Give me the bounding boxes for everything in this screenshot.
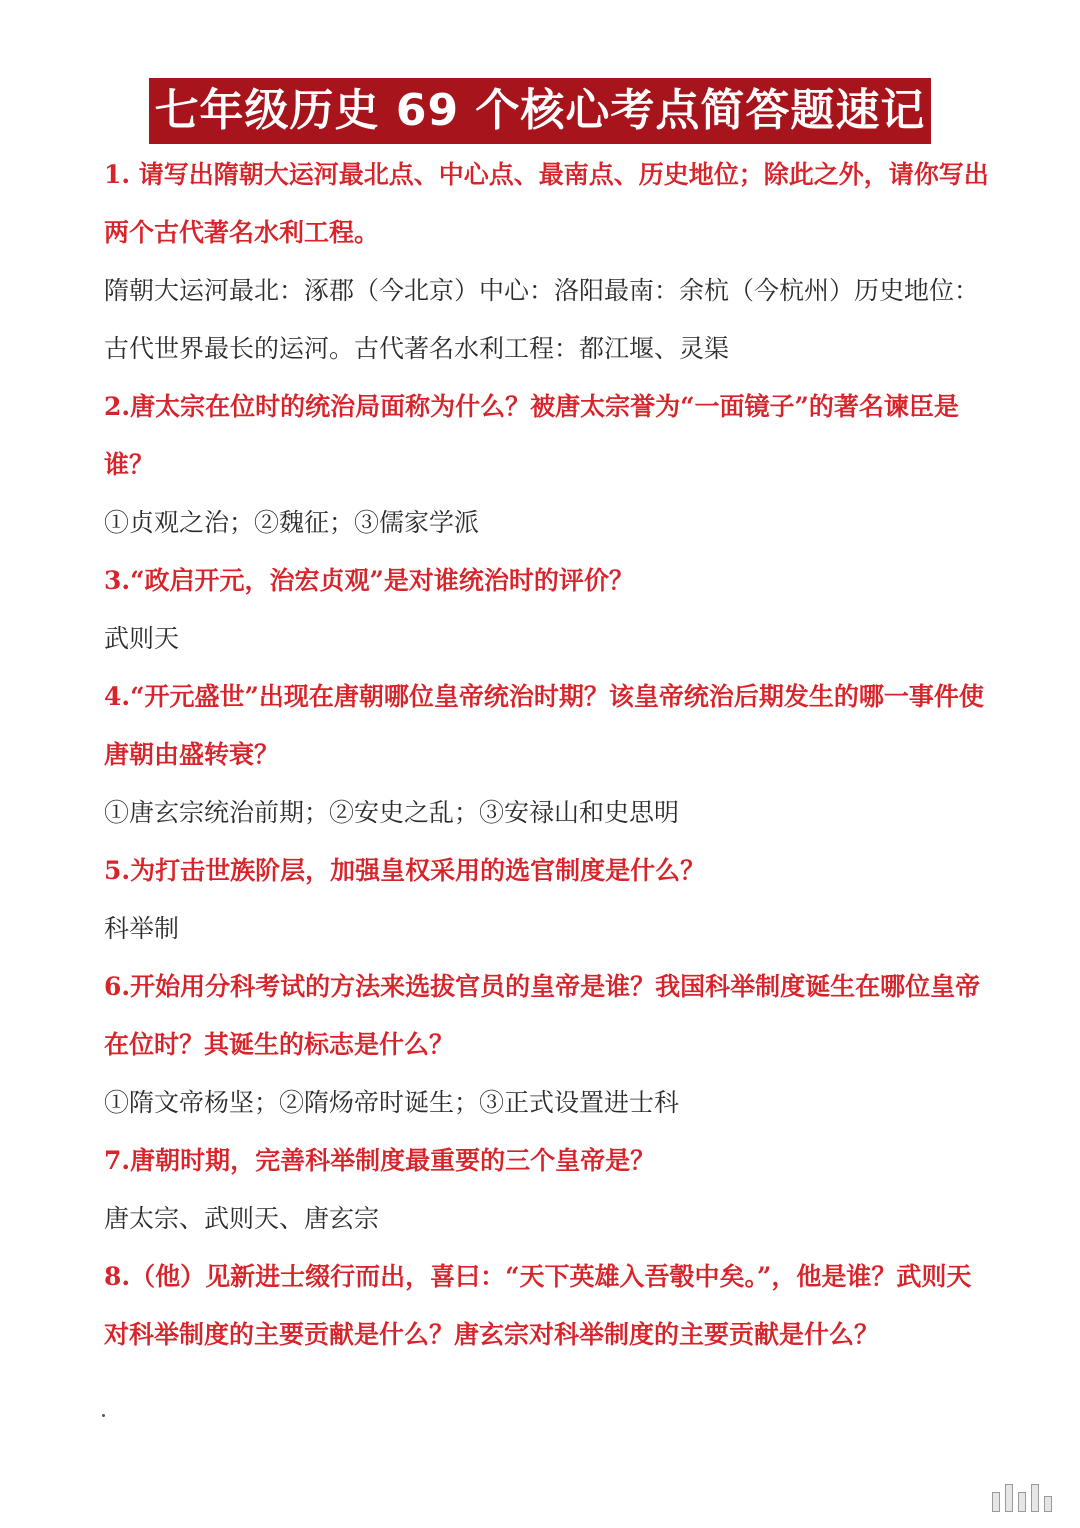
answer-7: 唐太宗、武则天、唐玄宗 <box>104 1204 380 1233</box>
answer-4: ①唐玄宗统治前期；②安史之乱；③安禄山和史思明 <box>104 798 680 827</box>
answer-2: ①贞观之治；②魏征；③儒家学派 <box>104 508 480 537</box>
question-6: 6.开始用分科考试的方法来选拔官员的皇帝是谁？我国科举制度诞生在哪位皇帝在位时？其诞生的标志是什么？ <box>104 972 981 1059</box>
question-2: 2.唐太宗在位时的统治局面称为什么？被唐太宗誉为“一面镜子”的著名谏臣是谁？ <box>104 392 959 479</box>
answer-3: 武则天 <box>104 624 180 653</box>
indicator-bar <box>1031 1484 1039 1512</box>
question-3: 3.“政启开元，治宏贞观”是对谁统治时的评价？ <box>104 566 634 595</box>
answer-1: 隋朝大运河最北：涿郡（今北京）中心：洛阳最南：余杭（今杭州）历史地位：古代世界最长的运河。古代著名水利工程：都江堰、灵渠 <box>104 276 980 363</box>
question-1: 1. 请写出隋朝大运河最北点、中心点、最南点、历史地位；除此之外，请你写出两个古代著名水利工程。 <box>104 160 989 247</box>
indicator-bar <box>1018 1492 1026 1512</box>
page-indicator-icon <box>992 1484 1052 1512</box>
page-title: 七年级历史 69 个核心考点简答题速记 <box>149 78 932 144</box>
indicator-bar <box>1005 1484 1013 1512</box>
question-5: 5.为打击世族阶层，加强皇权采用的选官制度是什么？ <box>104 856 706 885</box>
answer-6: ①隋文帝杨坚；②隋炀帝时诞生；③正式设置进士科 <box>104 1088 680 1117</box>
question-4: 4.“开元盛世”出现在唐朝哪位皇帝统治时期？该皇帝统治后期发生的哪一事件使唐朝由盛转衰？ <box>104 682 984 769</box>
answer-5: 科举制 <box>104 914 180 943</box>
indicator-bar <box>992 1492 1000 1512</box>
stray-mark <box>102 1414 105 1417</box>
question-7: 7.唐朝时期，完善科举制度最重要的三个皇帝是？ <box>104 1146 656 1175</box>
indicator-bar <box>1044 1496 1052 1512</box>
question-8: 8.（他）见新进士缀行而出，喜曰：“天下英雄入吾彀中矣。”，他是谁？武则天对科举制度的主要贡献是什么？唐玄宗对科举制度的主要贡献是什么？ <box>104 1262 972 1349</box>
qa-list <box>104 146 994 1364</box>
title-wrap <box>0 78 1080 144</box>
